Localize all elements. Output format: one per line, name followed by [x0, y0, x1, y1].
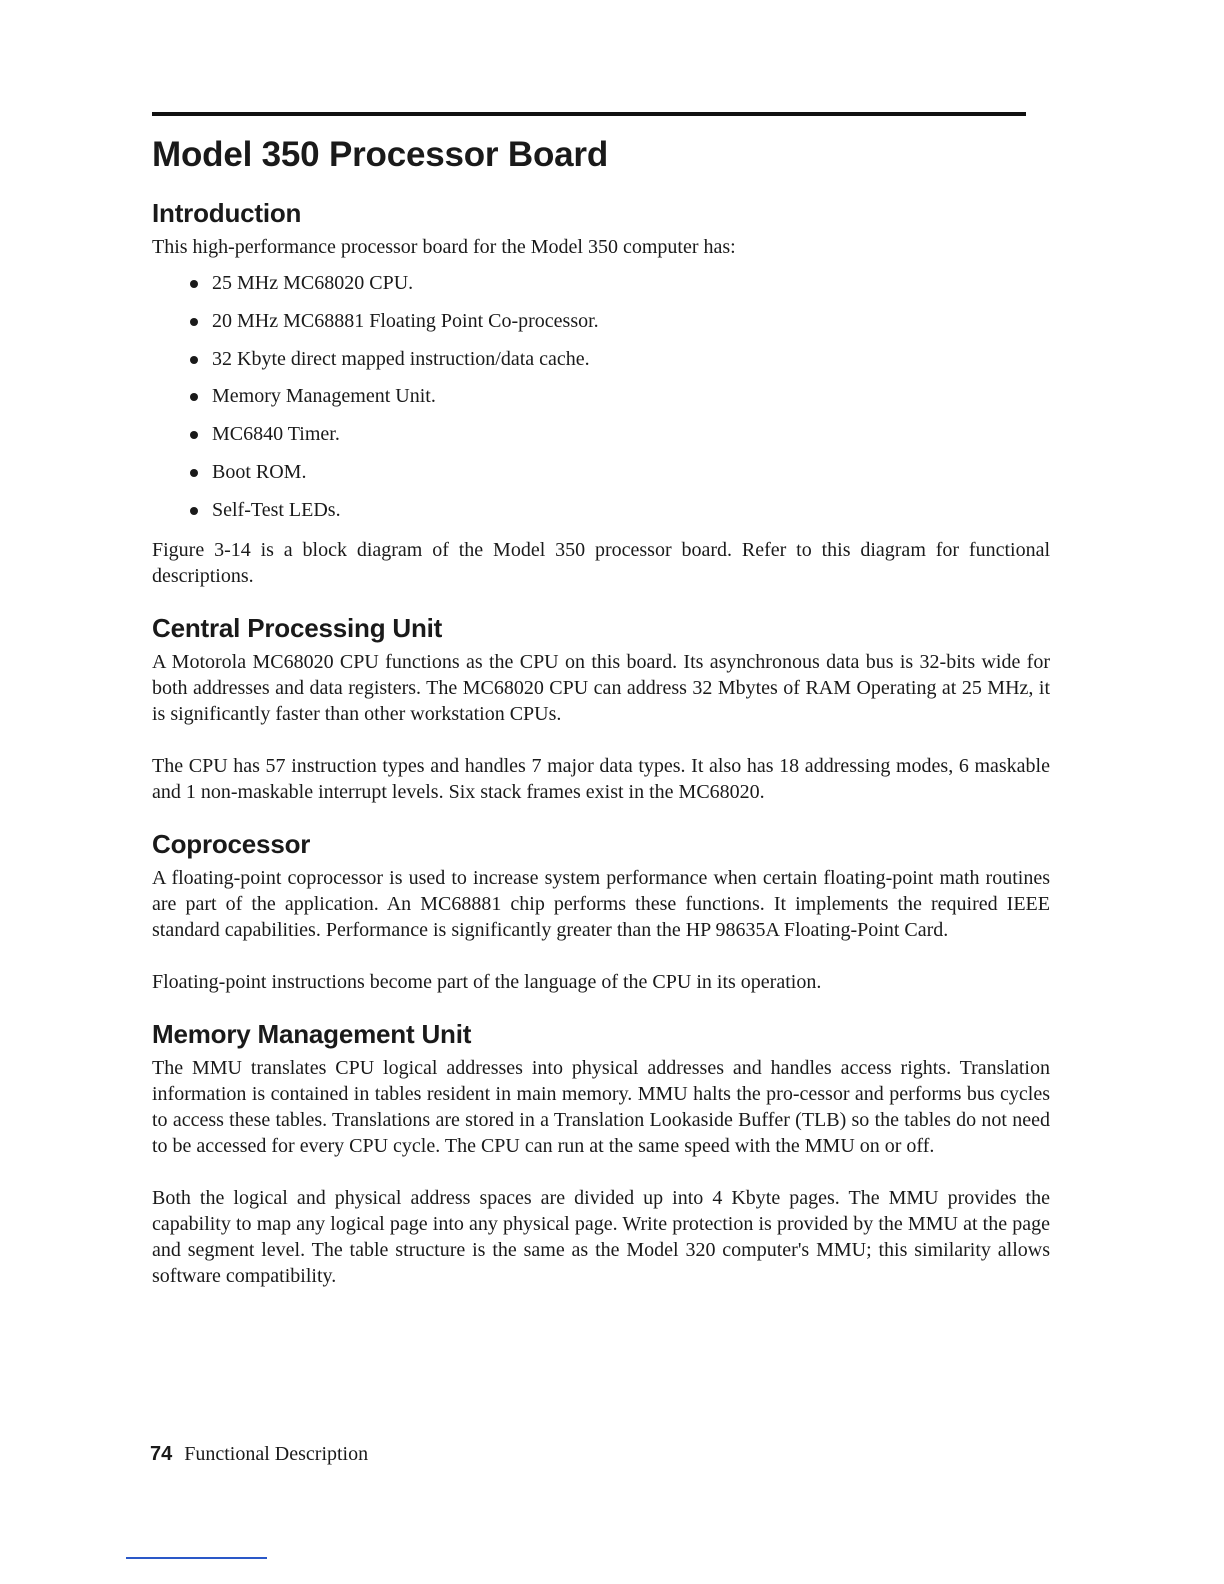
bullet-icon: [190, 431, 198, 439]
title-rule: [152, 112, 1026, 116]
section-heading-coprocessor: Coprocessor: [152, 828, 311, 859]
page-title: Model 350 Processor Board: [152, 135, 608, 174]
intro-lead: This high-performance processor board for the Model 350 computer has:: [152, 236, 736, 258]
section-cpu: [152, 613, 1050, 805]
bullet-icon: [190, 318, 198, 326]
list-item: 25 MHz MC68020 CPU.: [188, 270, 1050, 296]
bottom-rule: [126, 1557, 267, 1559]
document-page: [152, 112, 1050, 1289]
intro-closing: Figure 3-14 is a block diagram of the Model 350 processor board. Refer to this diagram for functional descriptions.: [152, 538, 1050, 587]
mmu-paragraph-1: The MMU translates CPU logical addresses into physical addresses and handles access rights. Translation information is contained in tables resident in main memory. MMU halts the pro-cessor and performs bus cycles to access these tables. Translations are stored in a Translation Lookaside Buffer (TLB) so the tables do not need to be accessed for every CPU cycle. The CPU can run at the same speed with the MMU on or off.: [152, 1056, 1050, 1157]
cpu-paragraph-1: A Motorola MC68020 CPU functions as the CPU on this board. Its asynchronous data bus is 32-bits wide for both addresses and data registers. The MC68020 CPU can address 32 Mbytes of RAM Operating at 25 MHz, it is significantly faster than other workstation CPUs.: [152, 650, 1050, 725]
page-number: 74: [150, 1443, 173, 1465]
bullet-icon: [190, 280, 198, 288]
bullet-icon: [190, 507, 198, 515]
list-item: 20 MHz MC68881 Floating Point Co-processor.: [188, 308, 1050, 334]
coprocessor-paragraph-1: A floating-point coprocessor is used to increase system performance when certain floating-point math routines are part of the application. An MC68881 chip performs these functions. It implements the required IEEE standard capabilities. Performance is significantly greater than the HP 98635A Floating-Point Card.: [152, 866, 1050, 941]
section-heading-introduction: Introduction: [152, 198, 302, 228]
list-item: 32 Kbyte direct mapped instruction/data cache.: [188, 346, 1050, 372]
footer-section-name: Functional Description: [184, 1443, 369, 1465]
section-heading-mmu: Memory Management Unit: [152, 1018, 472, 1049]
feature-list: [152, 270, 1050, 523]
list-item: Boot ROM.: [188, 459, 1050, 485]
list-item: Self-Test LEDs.: [188, 497, 1050, 523]
section-heading-cpu: Central Processing Unit: [152, 612, 443, 643]
list-item: Memory Management Unit.: [188, 383, 1050, 409]
list-item: MC6840 Timer.: [188, 421, 1050, 447]
bullet-icon: [190, 469, 198, 477]
page-footer: [150, 1441, 368, 1467]
section-coprocessor: [152, 829, 1050, 995]
section-mmu: [152, 1019, 1050, 1289]
bullet-icon: [190, 356, 198, 364]
mmu-paragraph-2: Both the logical and physical address spaces are divided up into 4 Kbyte pages. The MMU provides the capability to map any logical page into any physical page. Write protection is provided by the MMU at the page and segment level. The table structure is the same as the Model 320 computer's MMU; this similarity allows software compatibility.: [152, 1186, 1050, 1287]
bullet-icon: [190, 393, 198, 401]
section-introduction: [152, 198, 1050, 589]
cpu-paragraph-2: The CPU has 57 instruction types and handles 7 major data types. It also has 18 addressing modes, 6 maskable and 1 non-maskable interrupt levels. Six stack frames exist in the MC68020.: [152, 754, 1050, 803]
coprocessor-paragraph-2: Floating-point instructions become part of the language of the CPU in its operation.: [152, 970, 822, 993]
